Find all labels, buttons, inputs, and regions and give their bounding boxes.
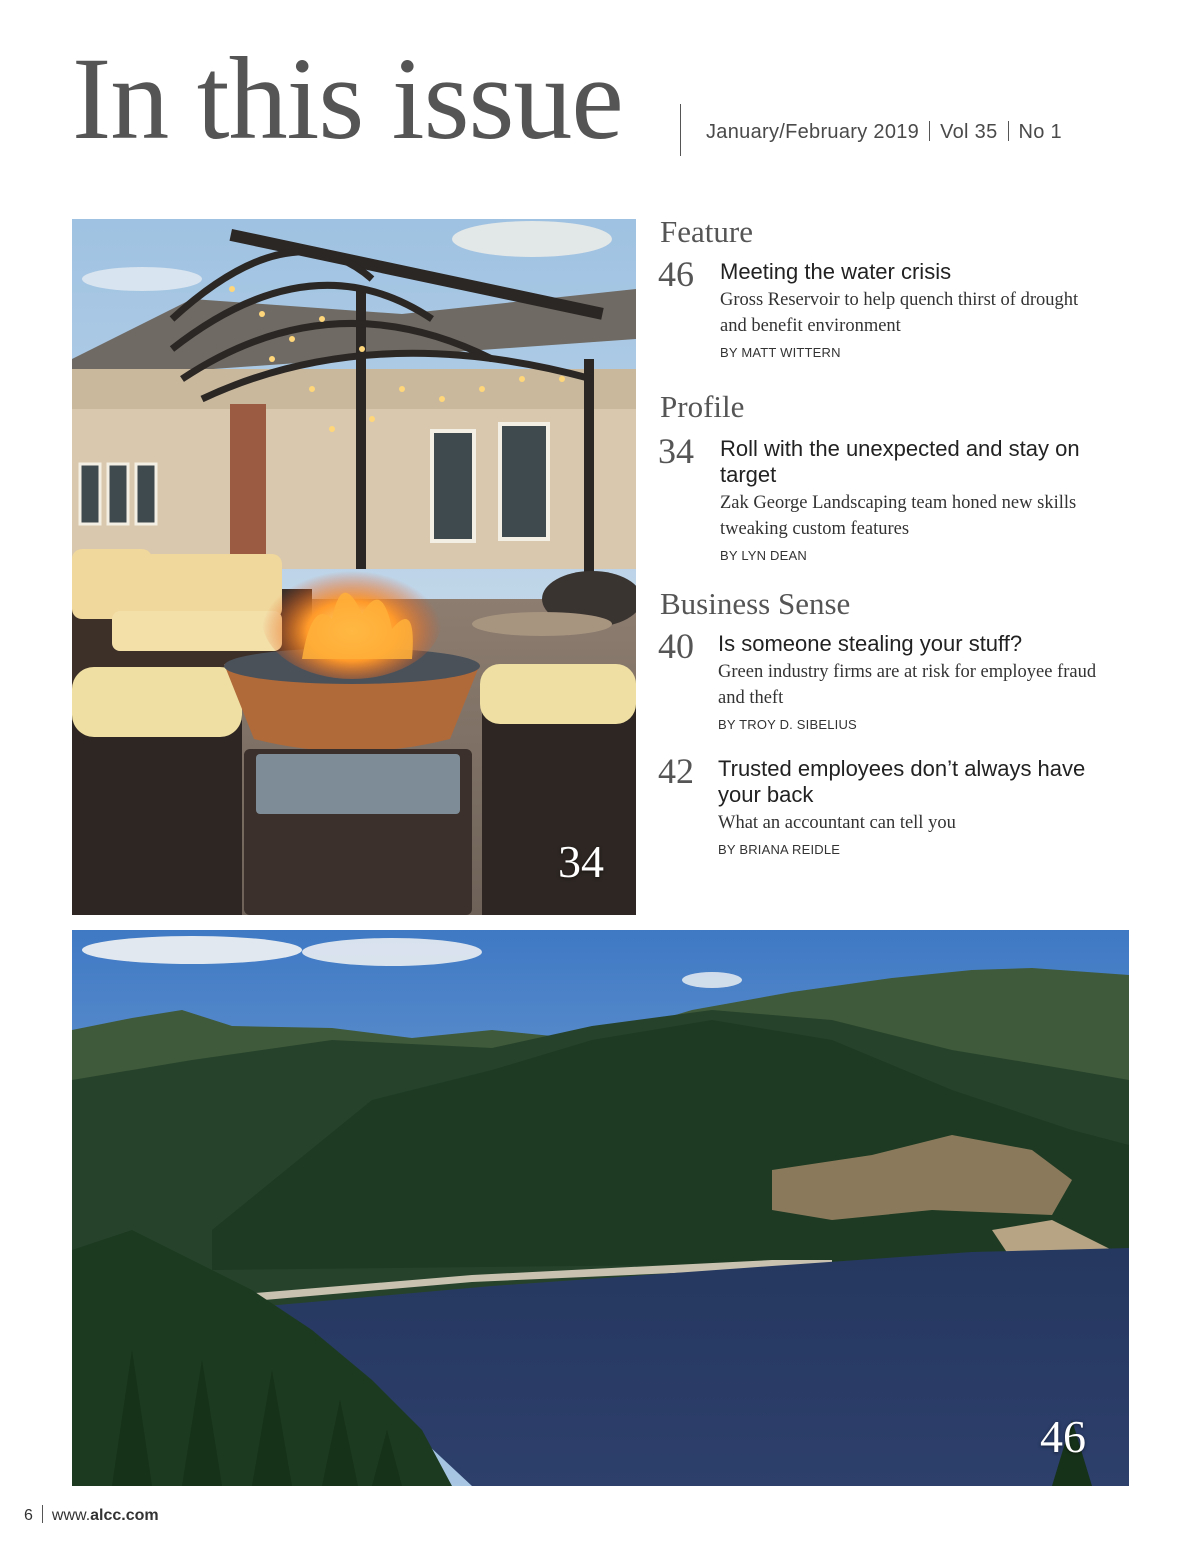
footer-url-prefix: www. <box>51 1507 91 1524</box>
story-page-number: 46 <box>658 254 694 294</box>
story-deck: Green industry firms are at risk for employee fraud and theft <box>718 662 1097 708</box>
story-title[interactable]: Meeting the water crisis <box>720 259 952 284</box>
issue-number: No 1 <box>1018 121 1062 143</box>
page-title: In this issue <box>72 33 623 164</box>
issue-date: January/February 2019 <box>706 121 920 143</box>
footer-divider <box>42 1505 43 1523</box>
section-heading-feature: Feature <box>660 214 753 249</box>
story-page-number: 42 <box>658 751 694 791</box>
story-byline: BY BRIANA REIDLE <box>718 842 841 857</box>
title-divider <box>680 104 681 156</box>
footer-url-domain: alcc.com <box>90 1507 159 1524</box>
story-title[interactable]: Roll with the unexpected and stay on target <box>720 436 1080 487</box>
patio-photo[interactable] <box>72 219 636 915</box>
footer-url[interactable] <box>52 1507 159 1524</box>
story-deck: Zak George Landscaping team honed new skills tweaking custom features <box>720 493 1077 539</box>
story-byline: BY MATT WITTERN <box>720 345 841 360</box>
story-item[interactable] <box>658 431 1108 563</box>
reservoir-photo-page-number: 46 <box>1040 1411 1086 1462</box>
reservoir-photo[interactable] <box>72 930 1129 1486</box>
story-deck: What an accountant can tell you <box>718 813 956 833</box>
story-body <box>718 756 1108 857</box>
issue-volume: Vol 35 <box>940 121 998 143</box>
story-item[interactable] <box>658 254 1108 360</box>
issue-info <box>706 121 1062 144</box>
issue-info-divider <box>929 121 930 141</box>
patio-photo-image <box>72 219 636 915</box>
story-body <box>720 259 1108 360</box>
story-byline: BY LYN DEAN <box>720 548 807 563</box>
story-title[interactable]: Trusted employees don’t always have your back <box>718 756 1086 807</box>
footer-page-number: 6 <box>24 1507 33 1524</box>
story-deck: Gross Reservoir to help quench thirst of drought and benefit environment <box>720 290 1079 336</box>
story-item[interactable] <box>658 626 1108 732</box>
story-byline: BY TROY D. SIBELIUS <box>718 717 857 732</box>
reservoir-photo-image <box>72 930 1129 1486</box>
story-page-number: 40 <box>658 626 694 666</box>
story-body <box>718 631 1108 732</box>
story-body <box>720 436 1108 563</box>
page-footer <box>24 1505 159 1525</box>
story-title[interactable]: Is someone stealing your stuff? <box>718 631 1023 656</box>
issue-info-divider <box>1008 121 1009 141</box>
story-page-number: 34 <box>658 431 694 471</box>
section-heading-profile: Profile <box>660 389 745 424</box>
patio-photo-page-number: 34 <box>558 836 604 887</box>
section-heading-business-sense: Business Sense <box>660 586 851 621</box>
story-item[interactable] <box>658 751 1108 857</box>
